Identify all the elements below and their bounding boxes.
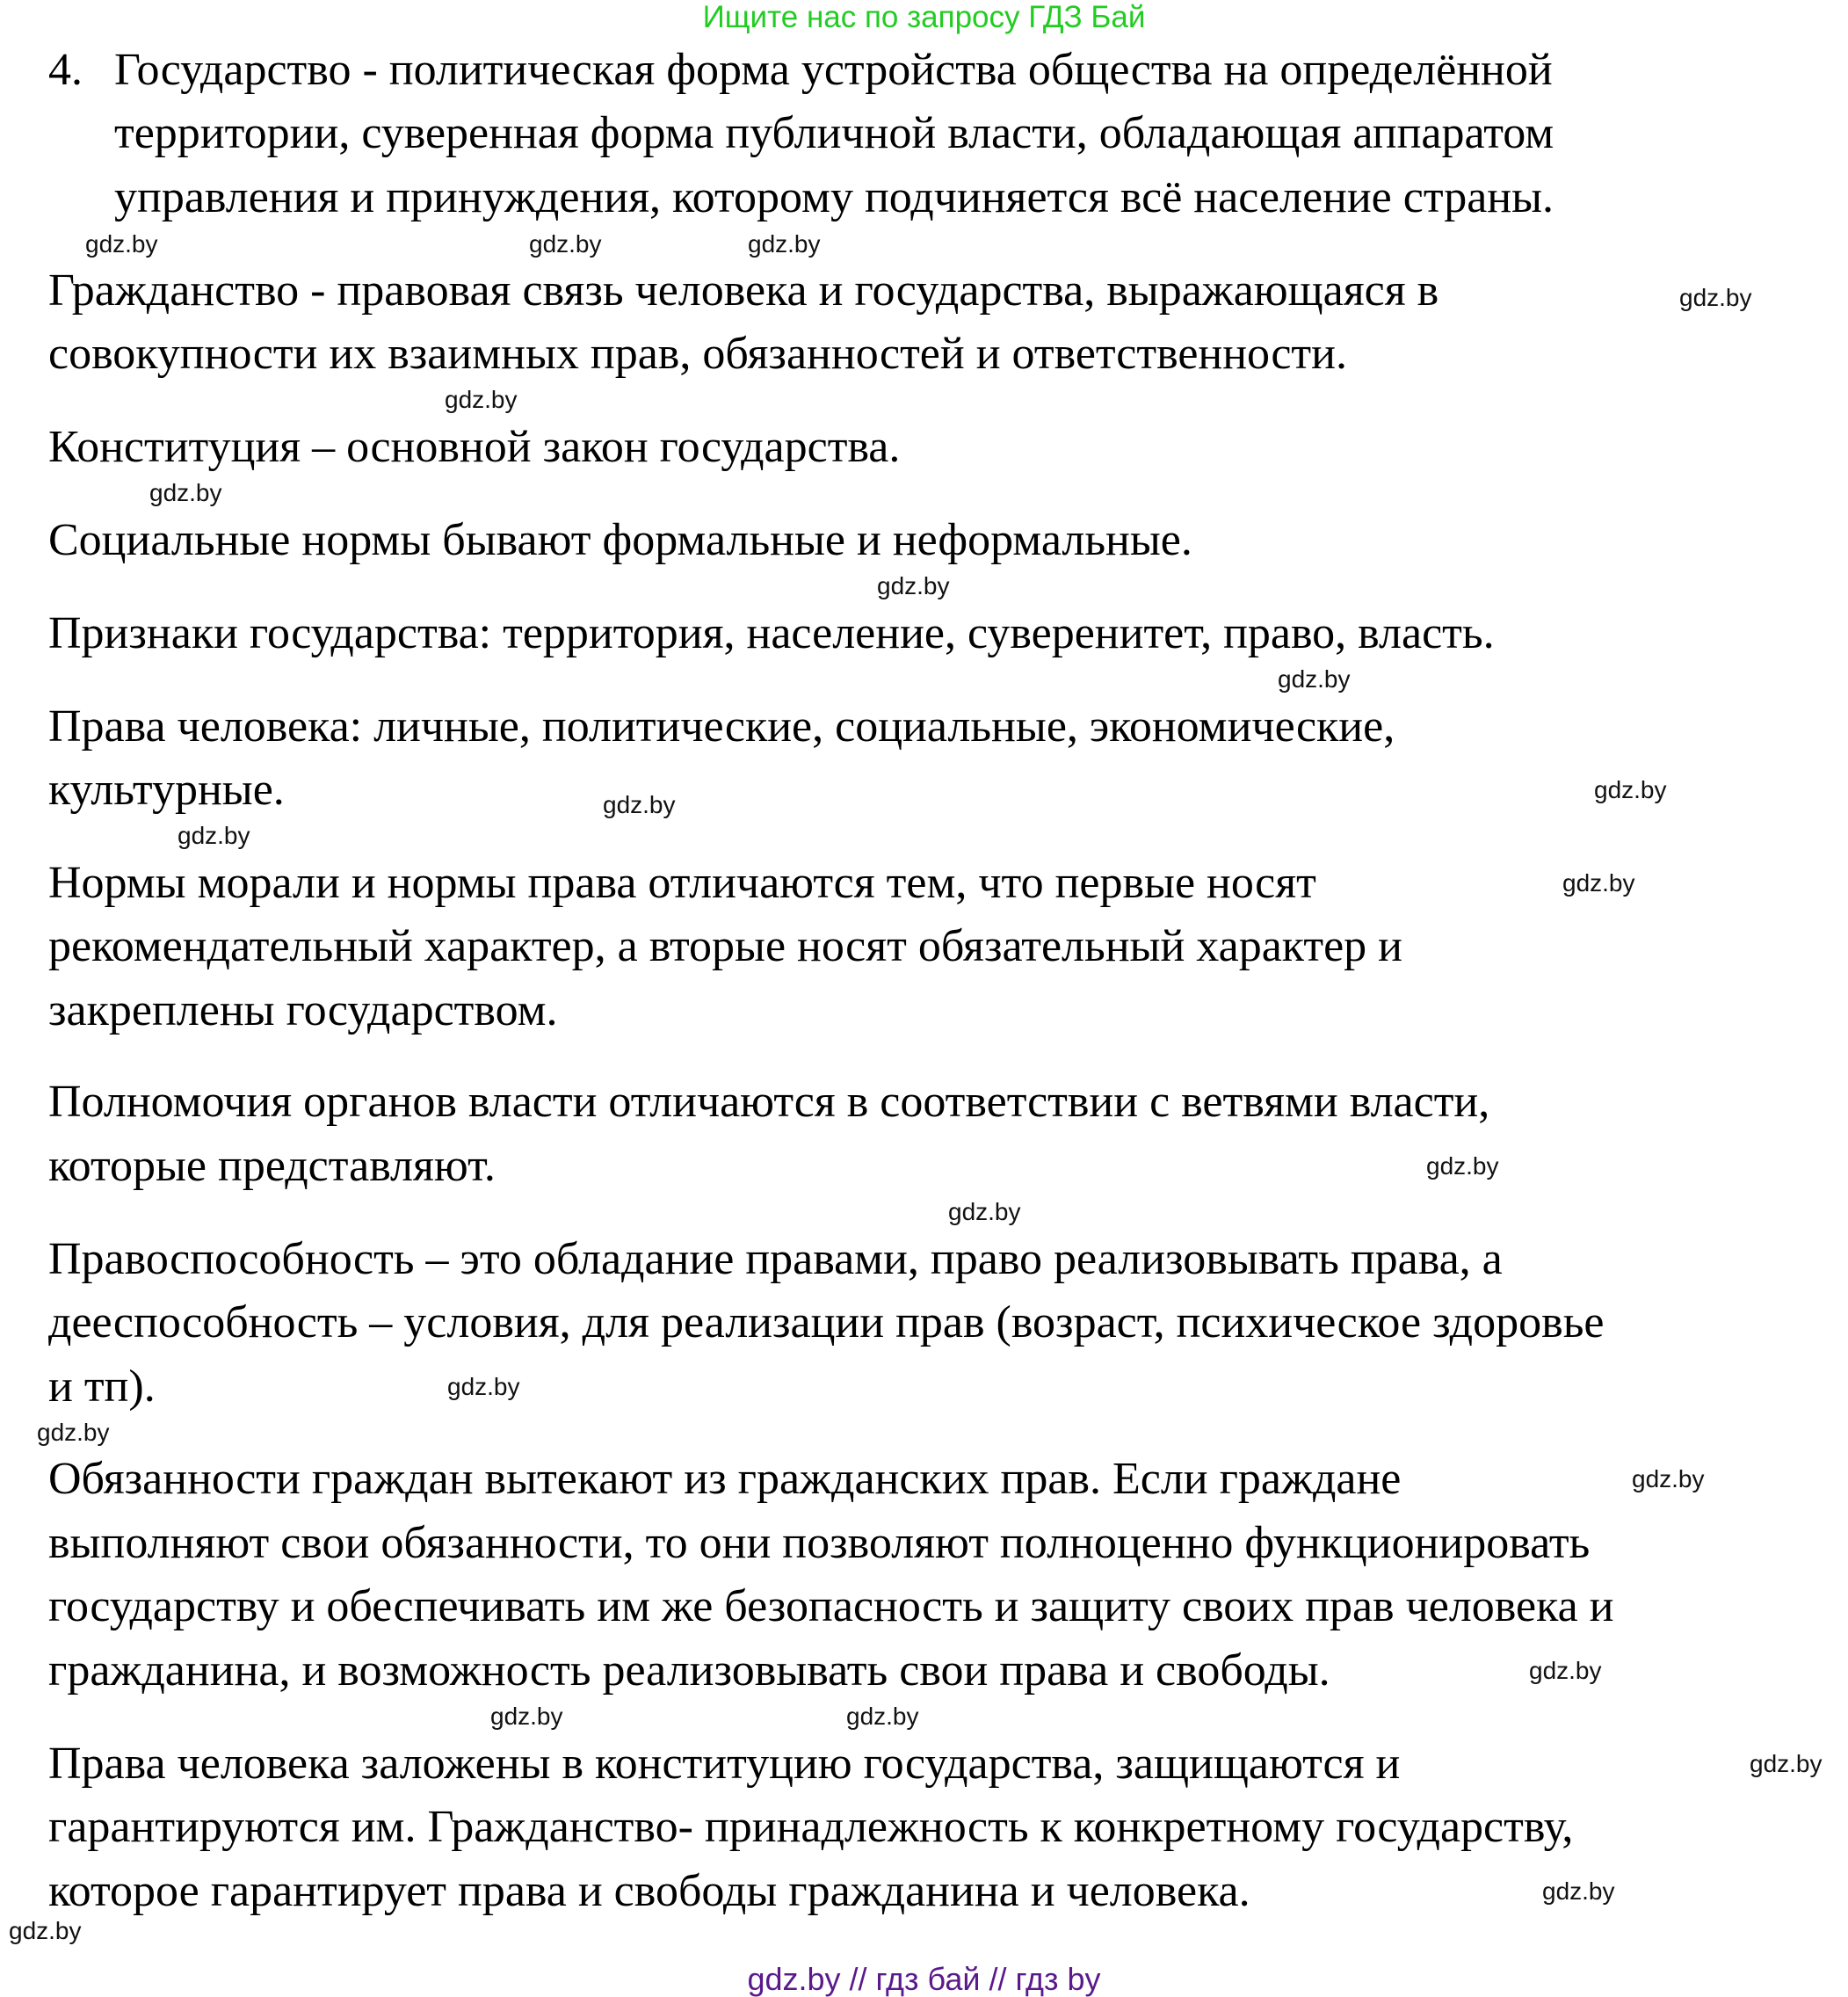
item-number: 4. [48,45,83,95]
text-line: территории, суверенная форма публичной власти, обладающая аппаратом [114,108,1554,158]
text-line: Социальные нормы бывают формальные и неформальные. [48,515,1192,565]
watermark-text: gdz.by [1562,869,1635,897]
text-line: управления и принуждения, которому подчиняется всё население страны. [114,172,1554,222]
watermark-text: gdz.by [529,230,602,258]
watermark-text: gdz.by [149,479,222,506]
watermark-text: gdz.by [445,386,518,413]
text-line: дееспособность – условия, для реализации прав (возраст, психическое здоровье [48,1297,1605,1347]
text-line: Признаки государства: территория, население, суверенитет, право, власть. [48,608,1495,658]
watermark-text: gdz.by [1594,776,1667,803]
watermark-text: gdz.by [1542,1877,1615,1905]
watermark-text: gdz.by [603,791,676,818]
text-line: которые представляют. [48,1141,496,1191]
text-line: Государство - политическая форма устройства общества на определённой [114,45,1553,95]
watermark-text: gdz.by [877,572,950,599]
text-line: государству и обеспечивать им же безопасность и защиту своих прав человека и [48,1581,1614,1631]
watermark-text: gdz.by [1632,1465,1705,1492]
text-line: культурные. [48,765,285,815]
text-line: закреплены государством. [48,985,558,1035]
text-line: Полномочия органов власти отличаются в соответствии с ветвями власти, [48,1077,1490,1127]
text-line: Права человека: личные, политические, социальные, экономические, [48,701,1395,752]
text-line: которое гарантирует права и свободы гражданина и человека. [48,1866,1250,1916]
watermark-text: gdz.by [1750,1750,1823,1777]
text-line: гражданина, и возможность реализовывать свои права и свободы. [48,1645,1330,1696]
watermark-text: gdz.by [1679,284,1752,311]
text-line: Гражданство - правовая связь человека и государства, выражающаяся в [48,265,1439,316]
text-line: совокупности их взаимных прав, обязанностей и ответственности. [48,329,1347,379]
text-line: и тп). [48,1362,156,1412]
watermark-text: gdz.by [846,1703,919,1730]
footer-links[interactable]: gdz.by // гдз бай // гдз by [747,1961,1101,1997]
text-line: Правоспособность – это обладание правами, право реализовывать права, а [48,1234,1503,1284]
watermark-text: gdz.by [1278,665,1351,693]
watermark-text: gdz.by [490,1703,563,1730]
watermark-text: gdz.by [748,230,821,258]
text-line: Права человека заложены в конституцию государства, защищаются и [48,1739,1401,1789]
watermark-text: gdz.by [447,1373,520,1400]
watermark-text: gdz.by [948,1198,1021,1225]
text-line: выполняют свои обязанности, то они позволяют полноценно функционировать [48,1518,1591,1568]
text-line: Нормы морали и нормы права отличаются тем, что первые носят [48,858,1316,908]
watermark-text: gdz.by [9,1917,82,1944]
watermark-text: gdz.by [178,822,250,849]
search-hint-header: Ищите нас по запросу ГДЗ Бай [702,0,1146,34]
watermark-text: gdz.by [1426,1152,1499,1180]
text-line: Обязанности граждан вытекают из гражданских прав. Если граждане [48,1454,1402,1504]
text-line: рекомендательный характер, а вторые носят обязательный характер и [48,921,1402,971]
text-line: Конституция – основной закон государства. [48,422,901,472]
text-line: гарантируются им. Гражданство- принадлежность к конкретному государству, [48,1802,1574,1852]
watermark-text: gdz.by [1529,1657,1602,1684]
watermark-text: gdz.by [37,1419,110,1446]
watermark-text: gdz.by [85,230,158,258]
